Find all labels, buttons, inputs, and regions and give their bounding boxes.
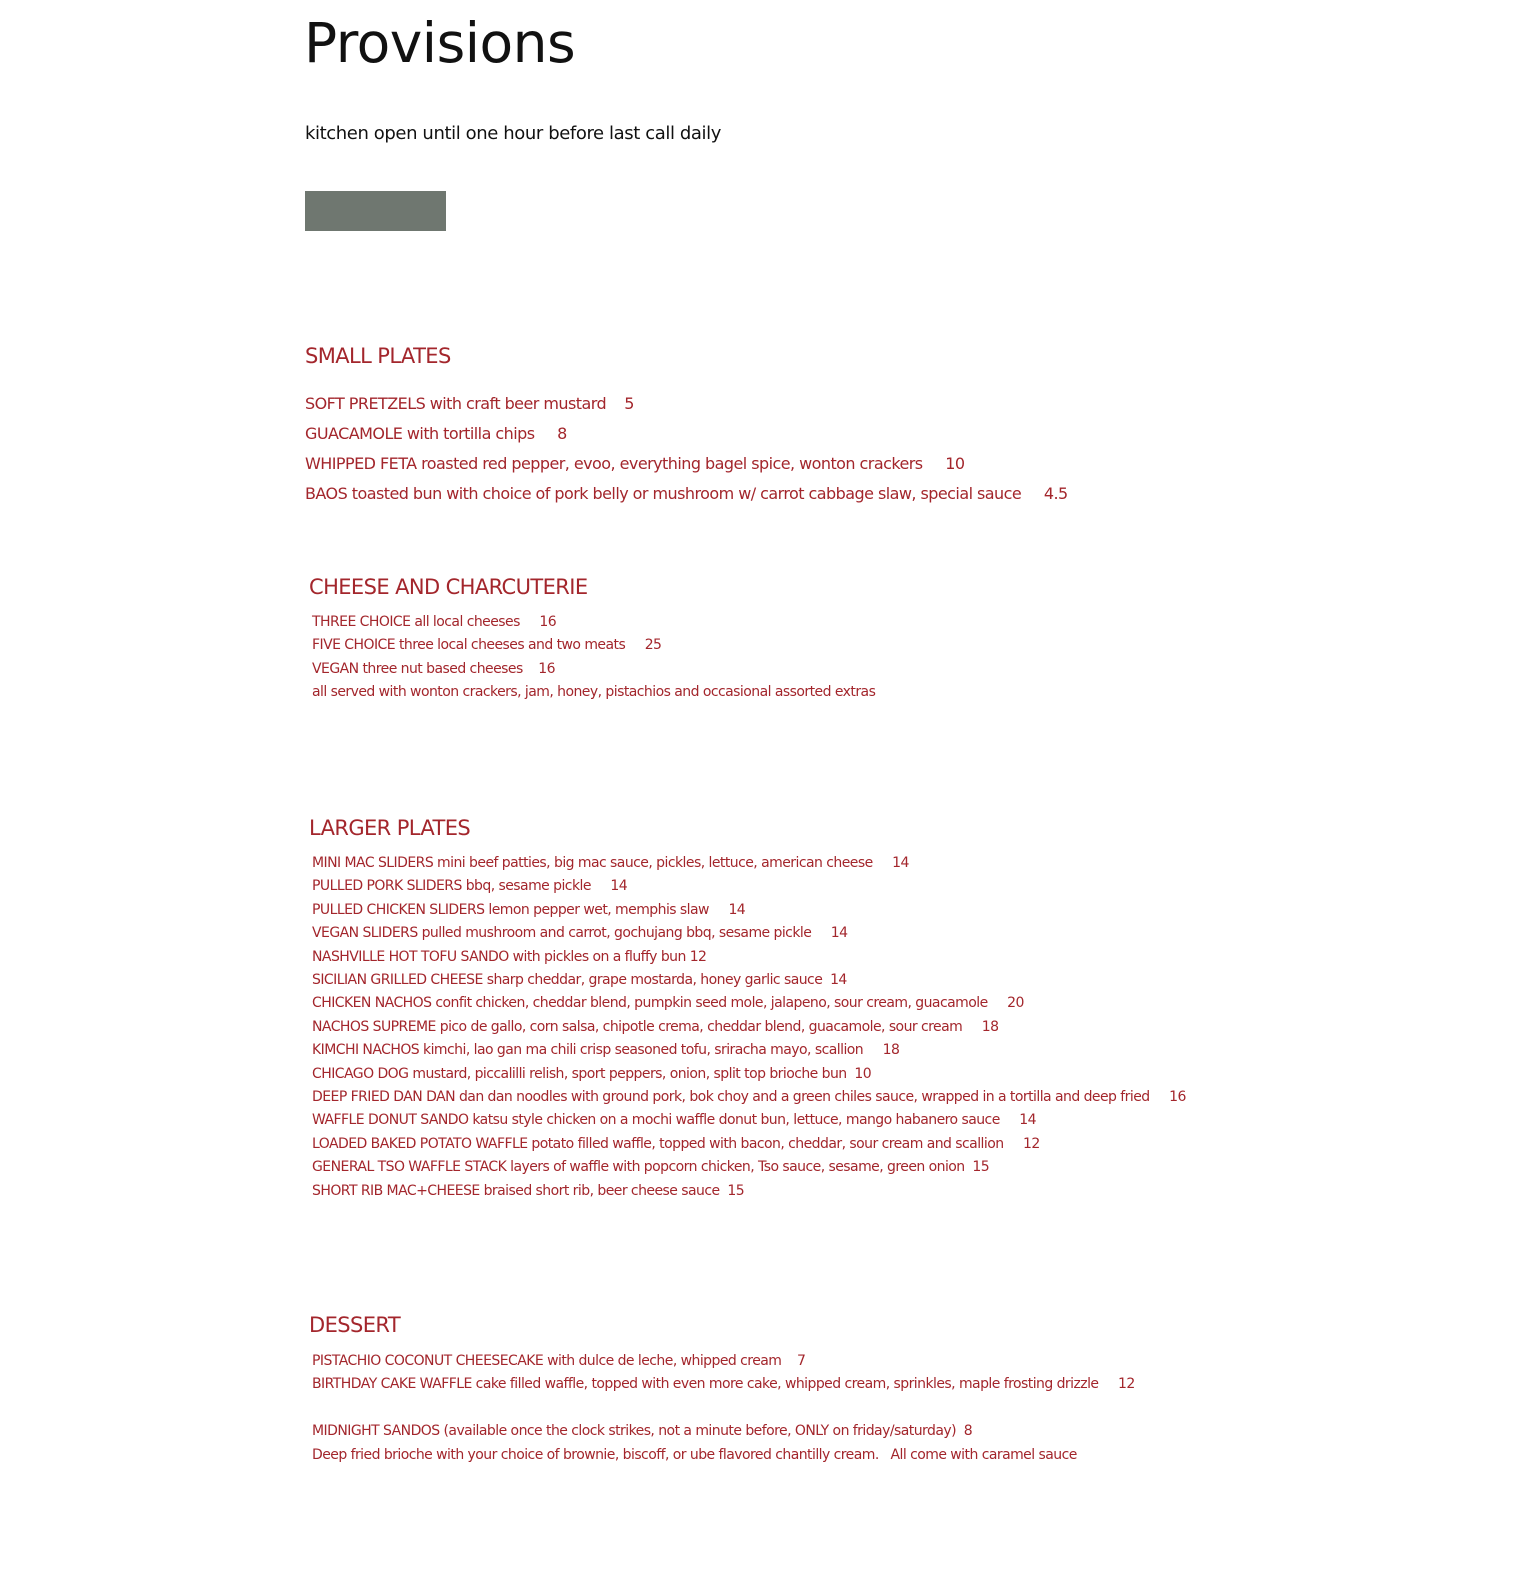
menu-item: SICILIAN GRILLED CHEESE sharp cheddar, grape mostarda, honey garlic sauce 14 [312,972,847,989]
page-title: Provisions [304,11,576,75]
menu-item: LOADED BAKED POTATO WAFFLE potato filled waffle, topped with bacon, cheddar, sour cream and scallion 12 [312,1135,1040,1152]
menu-item: MINI MAC SLIDERS mini beef patties, big mac sauce, pickles, lettuce, american cheese 14 [312,855,909,871]
menu-item: FIVE CHOICE three local cheeses and two meats 25 [312,637,662,654]
list-spacer [312,1397,1135,1420]
section-title-cheese-charcuterie: CHEESE AND CHARCUTERIE [309,575,588,599]
menu-item: CHICAGO DOG mustard, piccalilli relish, sport peppers, onion, split top brioche bun 10 [312,1065,872,1082]
menu-item: GENERAL TSO WAFFLE STACK layers of waffle with popcorn chicken, Tso sauce, sesame, green onion 15 [312,1159,990,1176]
menu-item: PULLED PORK SLIDERS bbq, sesame pickle 14 [312,878,628,895]
menu-item: SOFT PRETZELS with craft beer mustard 5 [305,394,634,413]
small-plates-list [305,389,1068,509]
menu-item: KIMCHI NACHOS kimchi, lao gan ma chili crisp seasoned tofu, sriracha mayo, scallion 18 [312,1042,900,1059]
kitchen-hours-text: kitchen open until one hour before last call daily [305,123,721,144]
menu-item: WAFFLE DONUT SANDO katsu style chicken on a mochi waffle donut bun, lettuce, mango habanero sauce 14 [312,1112,1036,1129]
menu-item: NACHOS SUPREME pico de gallo, corn salsa, chipotle crema, cheddar blend, guacamole, sour cream 18 [312,1018,999,1035]
cheese-charcuterie-list [312,611,875,704]
serving-note: all served with wonton crackers, jam, honey, pistachios and occasional assorted extras [312,683,876,700]
menu-item: SHORT RIB MAC+CHEESE braised short rib, beer cheese sauce 15 [312,1182,745,1199]
menu-item: BIRTHDAY CAKE WAFFLE cake filled waffle, topped with even more cake, whipped cream, sprinkles, maple frosting drizzle 12 [312,1376,1135,1393]
section-title-dessert: DESSERT [309,1313,401,1337]
menu-item: MIDNIGHT SANDOS (available once the clock strikes, not a minute before, ONLY on friday/saturday) 8 [312,1423,973,1440]
menu-item-description: Deep fried brioche with your choice of brownie, biscoff, or ube flavored chantilly cream. All come with caramel sauce [312,1446,1077,1463]
menu-item: VEGAN three nut based cheeses 16 [312,660,556,677]
menu-button[interactable] [305,191,446,231]
menu-item: WHIPPED FETA roasted red pepper, evoo, everything bagel spice, wonton crackers 10 [305,454,965,473]
menu-item: PULLED CHICKEN SLIDERS lemon pepper wet, memphis slaw 14 [312,901,746,918]
dessert-list [312,1350,1135,1467]
menu-item: DEEP FRIED DAN DAN dan dan noodles with ground pork, bok choy and a green chiles sauce, wrapped in a tortilla and deep fried 16 [312,1089,1186,1106]
larger-plates-list [312,852,1186,1203]
menu-item: GUACAMOLE with tortilla chips 8 [305,424,567,443]
menu-item: NASHVILLE HOT TOFU SANDO with pickles on a fluffy bun 12 [312,948,707,965]
menu-item: PISTACHIO COCONUT CHEESECAKE with dulce de leche, whipped cream 7 [312,1353,806,1369]
menu-item: VEGAN SLIDERS pulled mushroom and carrot, gochujang bbq, sesame pickle 14 [312,925,848,942]
section-title-small-plates: SMALL PLATES [305,344,451,368]
menu-item: BAOS toasted bun with choice of pork belly or mushroom w/ carrot cabbage slaw, special sauce 4.5 [305,484,1068,503]
section-title-larger-plates: LARGER PLATES [309,816,471,840]
menu-item: THREE CHOICE all local cheeses 16 [312,614,557,630]
menu-item: CHICKEN NACHOS confit chicken, cheddar blend, pumpkin seed mole, jalapeno, sour cream, guacamole 20 [312,995,1024,1012]
